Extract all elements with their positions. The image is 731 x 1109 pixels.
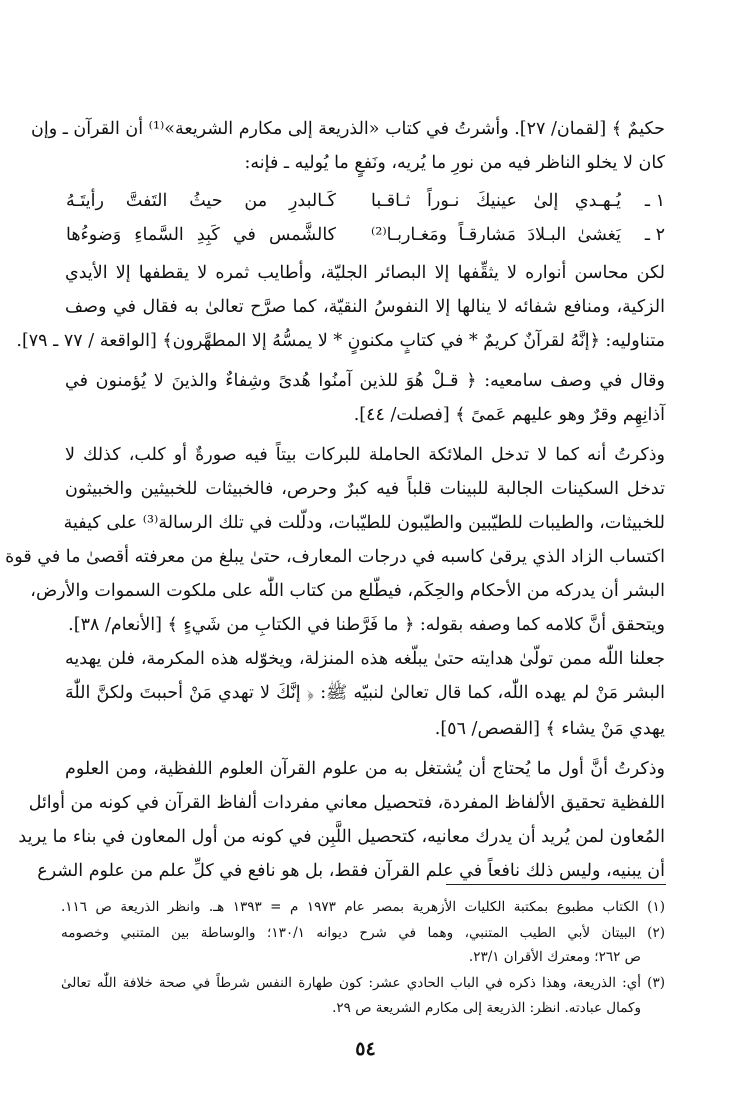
footnote: (١) الكتاب مطبوع بمكتبة الكليات الأزهرية بمصر عام ١٩٧٣ م = ١٣٩٣ هـ. وانظر الذريعة ص ١١٦. xyxy=(61,899,665,915)
footnote: (٣) أي: الذريعة، وهذا ذكره في الباب الحادي عشر: كون طهارة النفس شرطاً في صحة خلافة اللّٰه تعالىٰ xyxy=(61,975,665,991)
body-line: اكتساب الزاد الذي يرقىٰ كاسبه في درجات المعارف، حتىٰ يبلغ من معرفته أقصىٰ ما في قوة xyxy=(5,547,665,567)
body-line: لكن محاسن أنواره لا يثقِّفها إلا البصائر الجليّة، وأطايب ثمره لا يقطفها إلا الأيدي xyxy=(65,263,665,283)
body-line: ويتحقق أنَّ كلامه كما وصفه بقوله: ﴿ ما فَرَّطنا في الكتابِ من شَيءٍ ﴾ [الأنعام/ ٣٨]. xyxy=(68,615,665,635)
verse-second-hemistich: يُـهـدي إلىٰ عينيكَ نـوراً ثـاقـبا xyxy=(371,191,621,211)
verse-first-hemistich: كالشَّمس في كَبِدِ السَّماءِ وَضوءُها xyxy=(66,225,336,245)
body-line: المُعاون لمن يُريد أن يدرك معانيه، كتحصيل اللَّبِن في كونه من أول المعاون في بناء ما يريد xyxy=(18,827,665,847)
footnote-continuation: وكمال عبادته. انظر: الذريعة إلى مكارم الشريعة ص ٢٩. xyxy=(332,1000,641,1016)
page-number: ٥٤ xyxy=(355,1038,376,1060)
verse-second-hemistich: يَغشىٰ البـلادَ مَشارقـاً ومَغـاربـا⁽²⁾ xyxy=(371,225,621,245)
verse-number: ١ ـ xyxy=(644,191,665,211)
body-line: اللفظية تحقيق الألفاظ المفردة، فتحصيل معاني مفردات ألفاظ القرآن في كونه من أوائل xyxy=(28,793,665,813)
body-line: كان لا يخلو الناظر فيه من نورِ ما يُريه، ونَفعٍ ما يُوليه ـ فإنه: xyxy=(244,153,665,173)
body-line: أن يبنيه، وليس ذلك نافعاً في علم القرآن فقط، بل هو نافع في كلِّ علم من علوم الشرع xyxy=(37,861,665,881)
body-line: آذانِهِم وقرٌ وهو عليهم عَمىً ﴾ [فصلت/ ٤٤]. xyxy=(353,405,665,425)
body-line: وذكرتُ أنه كما لا تدخل الملائكة الحاملة للبركات بيتاً فيه صورةٌ أو كلب، كذلك لا xyxy=(65,445,665,465)
body-line: وذكرتُ أنَّ أول ما يُحتاج أن يُشتغل به من علوم القرآن العلوم اللفظية، ومن العلوم xyxy=(65,759,665,779)
body-line: الزكية، ومنافع شفائه لا ينالها إلا النفوسُ النقيّة، كما صرَّح تعالىٰ به فقال في وصف xyxy=(65,297,665,317)
body-line: يهدي مَنْ يشاء ﴾ [القصص/ ٥٦]. xyxy=(434,719,665,739)
verse-first-hemistich: كَـالبدرِ من حيثُ التَفتَّ رأيتَـهُ xyxy=(66,191,336,211)
body-line: للخبيثات، والطيبات للطيّبين والطيّبون للطيّبات، ودلّلت في تلك الرسالة⁽³⁾ على كيفية xyxy=(63,513,665,533)
body-line: البشر أن يدركه من الأحكام والحِكَم، فيطّلع من كتاب اللّٰه على ملكوت السموات والأرض، xyxy=(30,581,665,601)
body-line: البشر مَنْ لم يهده اللّٰه، كما قال تعالىٰ لنبيّه ﷺ: ﴿ إنَّكَ لا تهدي مَنْ أحببتَ ولكنَّ اللّٰهَ xyxy=(65,683,665,703)
footnote: (٢) البيتان لأبي الطيب المتنبي، وهما في شرح ديوانه ١٣٠/١؛ والوساطة بين المتنبي وخصومه xyxy=(61,925,665,941)
footnote-separator xyxy=(446,884,666,885)
body-line: متناوليه: ﴿إنَّهُ لقرآنٌ كريمٌ * في كتابٍ مكنونٍ * لا يمسُّهُ إلا المطهَّرون﴾ [الواقعة / ٧٧ ـ ٧٩]. xyxy=(16,331,665,351)
verse-number: ٢ ـ xyxy=(644,225,665,245)
footnote-continuation: ص ٢٦٢؛ ومعترك الأقران ٢٣/١. xyxy=(468,949,641,965)
body-line: وقال في وصف سامعيه: ﴿ قـلْ هُوَ للذين آمنُوا هُدىً وشِفاءٌ والذينَ لا يُؤمنون في xyxy=(65,371,665,391)
body-line: حكيمٌ ﴾ [لقمان/ ٢٧]. وأشرتُ في كتاب «الذريعة إلى مكارم الشريعة»⁽¹⁾ أن القرآن ـ وإن xyxy=(30,119,665,139)
body-line: تدخل السكينات الجالبة للبينات قلباً فيه كبرٌ وحرص، فالخبيثات للخبيثين والخبيثون xyxy=(65,479,665,499)
body-line: جعلنا اللّٰه ممن تولّىٰ هدايته حتىٰ يبلّغه هذه المنزلة، ويخوّله هذه المكرمة، فلن يهديه xyxy=(65,649,665,669)
